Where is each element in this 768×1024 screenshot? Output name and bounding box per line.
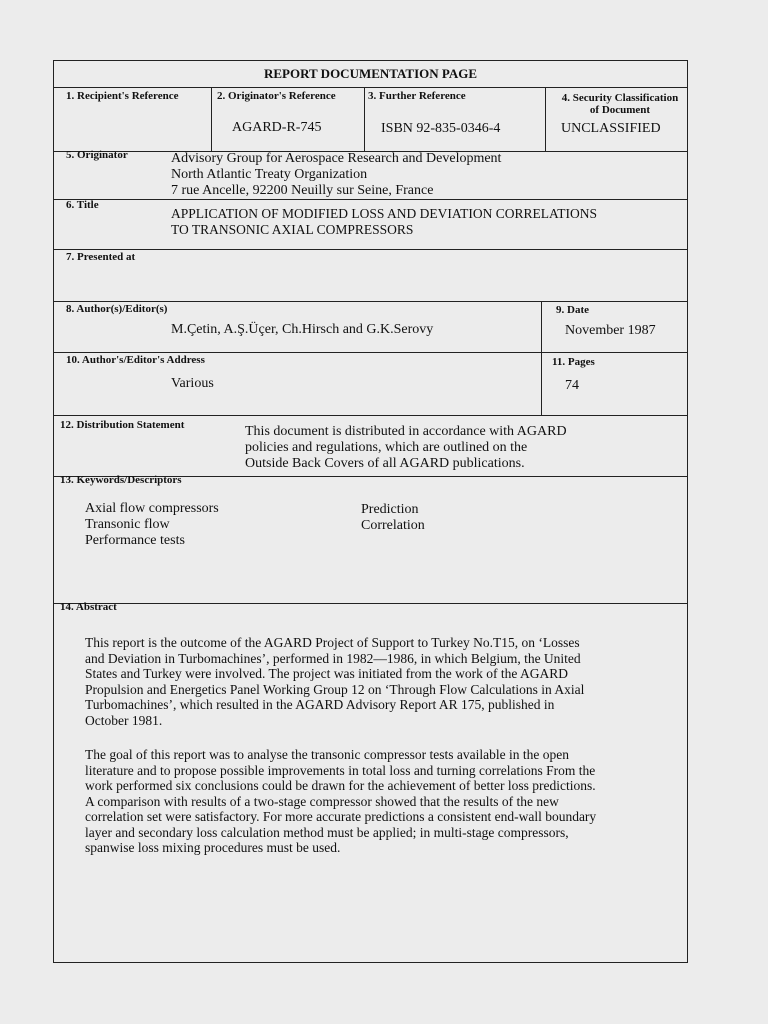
col-rule-date-pages [541, 301, 542, 415]
rule-presented [53, 301, 688, 302]
abstract-line: This report is the outcome of the AGARD Project of Support to Turkey No.T15, on ‘Losses [85, 635, 580, 650]
abstract-line: layer and secondary loss calculation method must be applied; in multi-stage compressors, [85, 824, 569, 840]
authors-value: M.Çetin, A.Ş.Üçer, Ch.Hirsch and G.K.Serovy [171, 322, 434, 337]
rule-originator [53, 199, 688, 200]
security-label-line1: 4. Security Classification [561, 92, 679, 104]
rule-address [53, 415, 688, 416]
abstract-line: October 1981. [85, 712, 163, 728]
rule-header [53, 87, 688, 88]
keywords-label: 13. Keywords/Descriptors [60, 474, 182, 486]
keywords-col-1 [85, 501, 219, 549]
originator-line-1: Advisory Group for Aerospace Research and Development [171, 151, 502, 166]
keyword-item: Axial flow compressors [85, 501, 219, 516]
page-title: REPORT DOCUMENTATION PAGE [263, 66, 478, 81]
col-rule-2 [364, 87, 365, 151]
abstract-line: spanwise loss mixing procedures must be used. [85, 840, 341, 855]
col-rule-3 [545, 87, 546, 151]
security-value: UNCLASSIFIED [561, 121, 661, 136]
security-label [551, 92, 689, 116]
abstract-paragraph-2 [85, 747, 596, 856]
abstract-line: and Deviation in Turbomachines’, performed in 1982—1986, in which Belgium, the United [85, 650, 581, 666]
keyword-item: Performance tests [85, 533, 185, 548]
distribution-label: 12. Distribution Statement [60, 419, 185, 431]
abstract-line: States and Turkey were involved. The project was initiated from the work of the AGARD [85, 666, 569, 681]
keywords-col-2 [361, 502, 425, 534]
abstract-line: Propulsion and Energetics Panel Working Group 12 on ‘Through Flow Calculations in Axial [85, 681, 585, 697]
authors-label: 8. Author(s)/Editor(s) [66, 303, 168, 315]
keyword-item: Prediction [361, 502, 419, 517]
rule-authors [53, 352, 688, 353]
originator-block [171, 151, 501, 199]
address-label: 10. Author's/Editor's Address [66, 354, 205, 366]
col-rule-1 [211, 87, 212, 151]
presented-label: 7. Presented at [66, 251, 136, 263]
originator-line-3: 7 rue Ancelle, 92200 Neuilly sur Seine, France [171, 183, 434, 198]
recipient-ref-label: 1. Recipient's Reference [66, 90, 179, 102]
distribution-line-2: policies and regulations, which are outlined on the [245, 440, 528, 455]
abstract-line: literature and to propose possible improvements in total loss and turning correlations From the [85, 762, 596, 778]
abstract-paragraph-1 [85, 635, 584, 728]
further-ref-value: ISBN 92-835-0346-4 [381, 121, 501, 136]
title-label: 6. Title [66, 199, 99, 211]
originator-ref-label: 2. Originator's Reference [217, 90, 336, 102]
pages-value: 74 [565, 378, 579, 393]
title-block [171, 206, 597, 238]
title-line-2: TO TRANSONIC AXIAL COMPRESSORS [171, 222, 414, 237]
address-value: Various [171, 376, 214, 391]
distribution-line-3: Outside Back Covers of all AGARD publications. [245, 456, 525, 471]
date-value: November 1987 [565, 323, 656, 338]
abstract-line: A comparison with results of a two-stage compressor showed that the results of the new [85, 793, 559, 809]
pages-label: 11. Pages [552, 356, 595, 368]
date-label: 9. Date [556, 304, 589, 316]
distribution-block [245, 424, 567, 472]
abstract-line: Turbomachines’, which resulted in the AGARD Advisory Report AR 175, published in [85, 697, 555, 712]
further-ref-label: 3. Further Reference [368, 90, 466, 102]
abstract-line: work performed six conclusions could be drawn for the achievement of better loss predictions. [85, 778, 596, 793]
distribution-line-1: This document is distributed in accordance with AGARD [245, 424, 567, 439]
rule-keywords [53, 603, 688, 604]
keyword-item: Transonic flow [85, 517, 170, 532]
rule-title [53, 249, 688, 250]
abstract-label: 14. Abstract [60, 601, 117, 613]
title-line-1: APPLICATION OF MODIFIED LOSS AND DEVIATION CORRELATIONS [171, 206, 598, 221]
originator-ref-value: AGARD-R-745 [232, 120, 322, 135]
keyword-item: Correlation [361, 518, 425, 533]
security-label-line2: of Document [589, 104, 651, 116]
originator-label: 5. Originator [66, 149, 128, 161]
originator-line-2: North Atlantic Treaty Organization [171, 167, 368, 182]
abstract-line: correlation set were satisfactory. For more accurate predictions a consistent end-wall boundary [85, 809, 597, 824]
abstract-line: The goal of this report was to analyse the transonic compressor tests available in the open [85, 747, 569, 762]
